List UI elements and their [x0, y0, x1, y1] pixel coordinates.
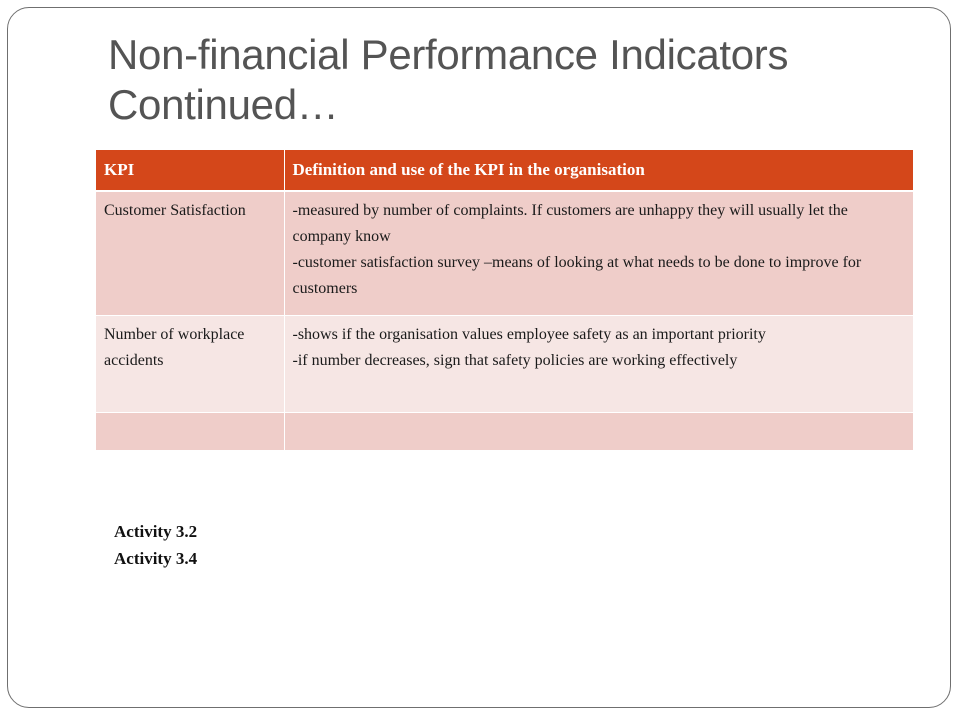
definition-line: -measured by number of complaints. If customers are unhappy they will usually let the company know [292, 202, 848, 245]
table-row-empty [96, 413, 913, 451]
kpi-cell: Customer Satisfaction [96, 191, 284, 316]
table-header-row [96, 150, 913, 191]
definition-line: -customer satisfaction survey –means of looking at what needs to be done to improve for customers [292, 254, 862, 297]
definition-line: -if number decreases, sign that safety policies are working effectively [292, 352, 738, 369]
slide-title: Non-financial Performance Indicators Continued… [108, 31, 789, 128]
activity-item: Activity 3.2 [114, 522, 198, 541]
definition-cell [284, 413, 913, 451]
definition-line: -shows if the organisation values employee safety as an important priority [292, 326, 766, 343]
definition-cell [284, 191, 913, 316]
table-row [96, 316, 913, 413]
kpi-table [96, 150, 913, 451]
column-header-kpi: KPI [96, 150, 284, 191]
kpi-cell: Number of workplace accidents [96, 316, 284, 413]
table-row [96, 191, 913, 316]
activity-list [114, 518, 197, 572]
activity-item: Activity 3.4 [114, 549, 198, 568]
column-header-definition: Definition and use of the KPI in the organisation [284, 150, 913, 191]
definition-cell [284, 316, 913, 413]
kpi-cell [96, 413, 284, 451]
